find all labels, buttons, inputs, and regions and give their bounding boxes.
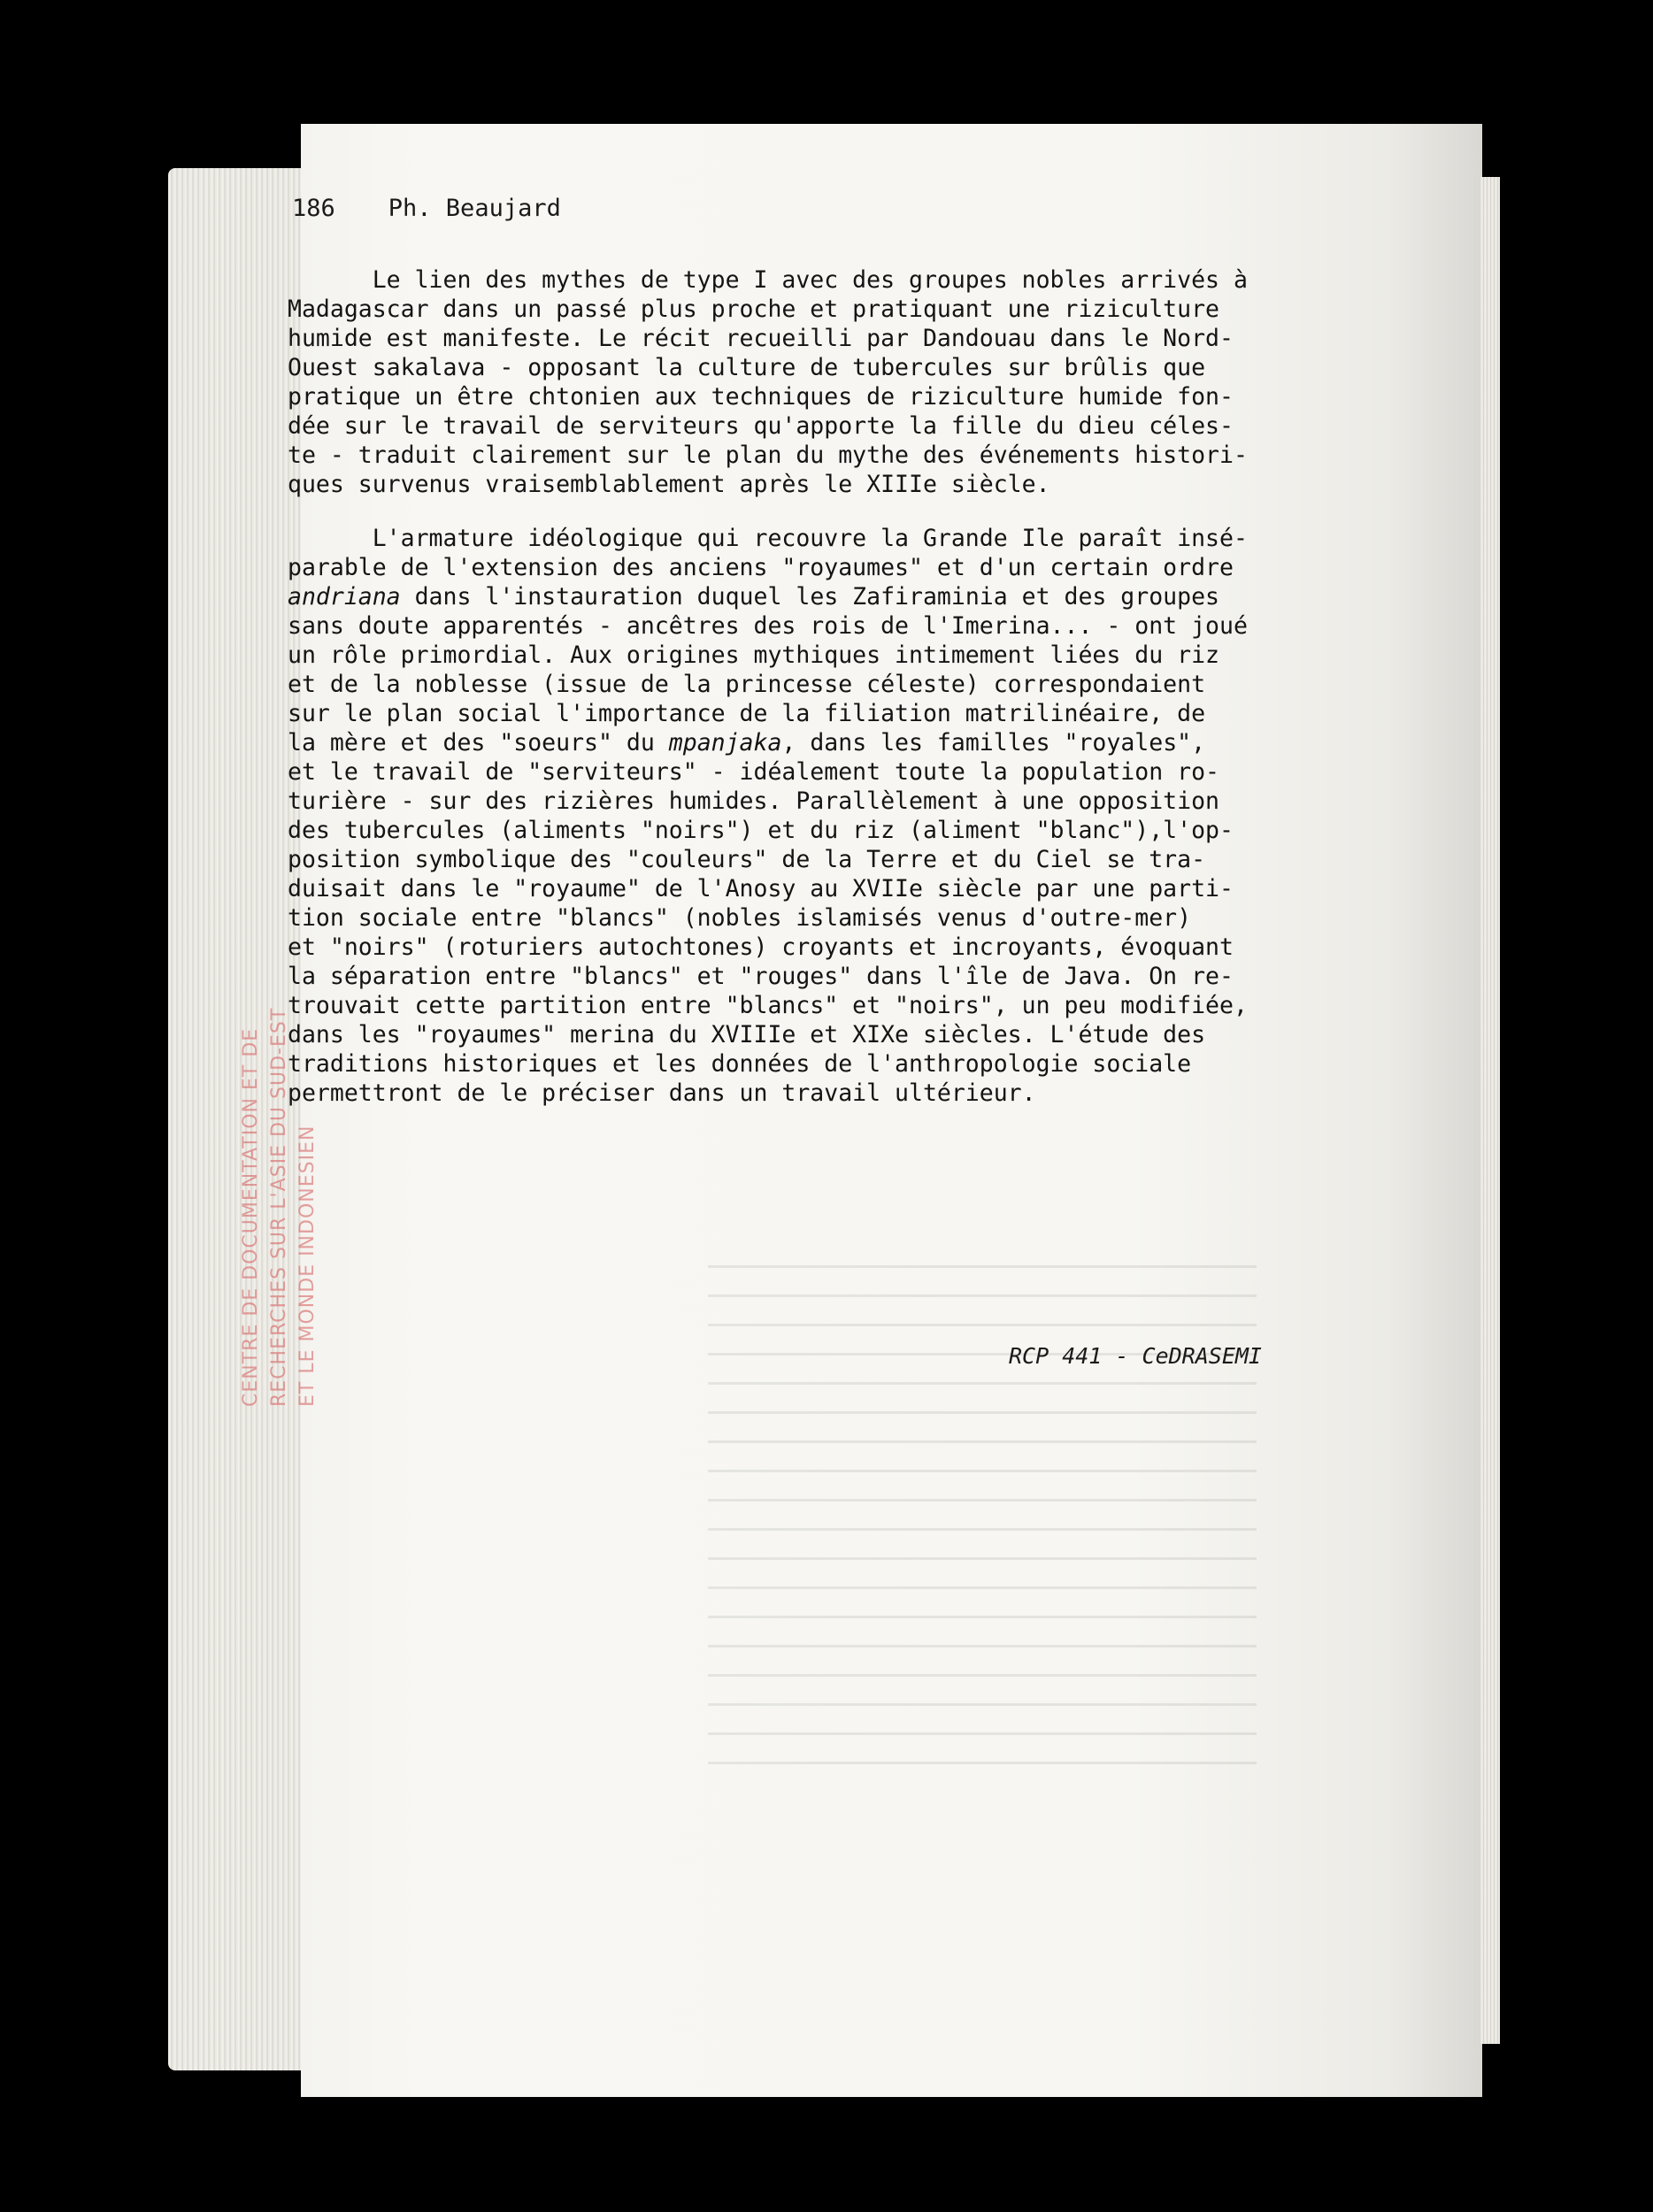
text-line: trouvait cette partition entre "blancs" et "noirs", un peu modifiée, — [288, 992, 1248, 1019]
text-line: Le lien des mythes de type I avec des groupes nobles arrivés à — [288, 266, 1248, 294]
author-name: Ph. Beaujard — [388, 195, 561, 222]
text-line: tion sociale entre "blancs" (nobles islamisés venus d'outre-mer) — [288, 904, 1192, 932]
svg-text:CENTRE DE DOCUMENTATION ET DE: CENTRE DE DOCUMENTATION ET DE — [240, 1027, 262, 1407]
text-line: sans doute apparentés - ancêtres des rois de l'Imerina... - ont joué — [288, 612, 1248, 640]
text-line: duisait dans le "royaume" de l'Anosy au XVIIe siècle par une parti- — [288, 875, 1234, 902]
text-line: des tubercules (aliments "noirs") et du riz (aliment "blanc"),l'op- — [288, 817, 1234, 844]
text-line: Ouest sakalava - opposant la culture de tubercules sur brûlis que — [288, 354, 1206, 381]
text-line: la mère et des "soeurs" du mpanjaka, dans les familles "royales", — [288, 729, 1206, 757]
text-line: traditions historiques et les données de l'anthropologie sociale — [288, 1050, 1192, 1078]
text-line: dans les "royaumes" merina du XVIIIe et XIXe siècles. L'étude des — [288, 1021, 1206, 1048]
text-line: humide est manifeste. Le récit recueilli par Dandouau dans le Nord- — [288, 325, 1234, 352]
running-head — [292, 195, 561, 222]
text-line: turière - sur des rizières humides. Parallèlement à une opposition — [288, 787, 1219, 815]
affiliation-signature: RCP 441 - CeDRASEMI — [1009, 1343, 1262, 1369]
paragraph-2 — [288, 524, 1248, 1108]
text-line: ques survenus vraisemblablement après le XIIIe siècle. — [288, 471, 1050, 498]
text-line: position symbolique des "couleurs" de la Terre et du Ciel se tra- — [288, 846, 1206, 873]
text-line: permettront de le préciser dans un travail ultérieur. — [288, 1079, 1036, 1107]
text-line: parable de l'extension des anciens "royaumes" et d'un certain ordre — [288, 554, 1234, 581]
text-line: andriana dans l'instauration duquel les Zafiraminia et des groupes — [288, 583, 1219, 611]
text-line: dée sur le travail de serviteurs qu'apporte la fille du dieu céles- — [288, 412, 1234, 440]
svg-text:RECHERCHES SUR L'ASIE DU SUD-E: RECHERCHES SUR L'ASIE DU SUD-EST — [268, 1007, 290, 1407]
svg-text:ET LE MONDE INDONESIEN: ET LE MONDE INDONESIEN — [296, 1125, 319, 1407]
italic-term: mpanjaka — [668, 729, 782, 757]
text-line: et le travail de "serviteurs" - idéalement toute la population ro- — [288, 758, 1219, 786]
text-line: et "noirs" (roturiers autochtones) croyants et incroyants, évoquant — [288, 933, 1234, 961]
text-line: te - traduit clairement sur le plan du mythe des événements histori- — [288, 442, 1248, 469]
text-line: pratique un être chtonien aux techniques de riziculture humide fon- — [288, 383, 1234, 411]
page-number: 186 — [292, 195, 335, 222]
text-line: un rôle primordial. Aux origines mythiques intimement liées du riz — [288, 641, 1219, 669]
text-line: L'armature idéologique qui recouvre la Grande Ile paraît insé- — [288, 525, 1248, 552]
italic-term: andriana — [288, 583, 401, 611]
paragraph-1 — [288, 265, 1248, 499]
text-line: la séparation entre "blancs" et "rouges" dans l'île de Java. On re- — [288, 963, 1234, 990]
text-line: Madagascar dans un passé plus proche et pratiquant une riziculture — [288, 296, 1219, 323]
text-line: et de la noblesse (issue de la princesse céleste) correspondaient — [288, 671, 1206, 698]
body-text — [288, 265, 1248, 1133]
text-line: sur le plan social l'importance de la filiation matrilinéaire, de — [288, 700, 1206, 727]
right-page-edge — [1480, 177, 1500, 2044]
